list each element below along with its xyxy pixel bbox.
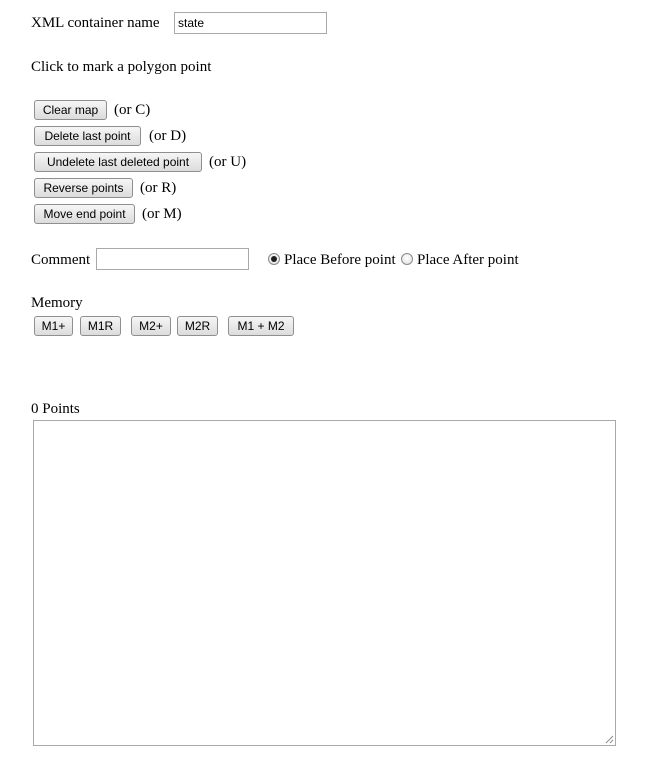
radio-selected-dot: [271, 256, 277, 262]
comment-input[interactable]: [96, 248, 249, 270]
reverse-points-button[interactable]: Reverse points: [34, 178, 133, 198]
xml-container-input[interactable]: state: [174, 12, 327, 34]
comment-label: Comment: [31, 252, 91, 268]
delete-last-point-button[interactable]: Delete last point: [34, 126, 141, 146]
instruction-text: Click to mark a polygon point: [31, 59, 212, 75]
m1-plus-m2-button[interactable]: M1 + M2: [228, 316, 294, 336]
xml-container-label: XML container name: [31, 15, 160, 31]
place-before-radio[interactable]: [268, 253, 280, 265]
move-end-point-hint: (or M): [142, 206, 182, 222]
m2-add-button[interactable]: M2+: [131, 316, 171, 336]
memory-label: Memory: [31, 295, 83, 311]
place-after-label: Place After point: [417, 252, 519, 268]
undelete-last-point-hint: (or U): [209, 154, 247, 170]
points-count-label: 0 Points: [31, 401, 80, 417]
points-textarea[interactable]: [33, 420, 616, 746]
m1-recall-button[interactable]: M1R: [80, 316, 121, 336]
place-after-radio[interactable]: [401, 253, 413, 265]
clear-map-hint: (or C): [114, 102, 151, 118]
resize-grip-icon[interactable]: [605, 735, 614, 744]
move-end-point-button[interactable]: Move end point: [34, 204, 135, 224]
m1-add-button[interactable]: M1+: [34, 316, 73, 336]
delete-last-point-hint: (or D): [149, 128, 187, 144]
m2-recall-button[interactable]: M2R: [177, 316, 218, 336]
reverse-points-hint: (or R): [140, 180, 177, 196]
place-before-label: Place Before point: [284, 252, 396, 268]
clear-map-button[interactable]: Clear map: [34, 100, 107, 120]
undelete-last-point-button[interactable]: Undelete last deleted point: [34, 152, 202, 172]
